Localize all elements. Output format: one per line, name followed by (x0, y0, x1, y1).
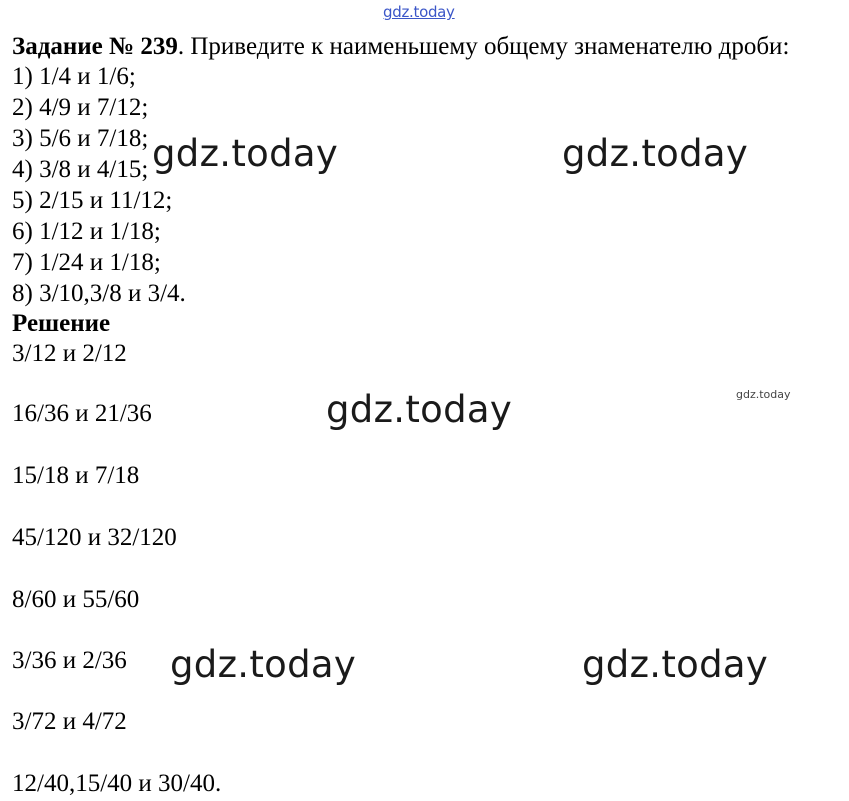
watermark-small: gdz.today (736, 388, 791, 401)
answer-6: 3/36 и 2/36 (12, 647, 127, 674)
task-item-5: 5) 2/15 и 11/12; (12, 187, 173, 214)
watermark-2: gdz.today (562, 132, 749, 175)
solution-heading: Решение (12, 310, 111, 337)
watermark-3: gdz.today (326, 388, 513, 431)
task-item-8: 8) 3/10,3/8 и 3/4. (12, 280, 186, 307)
task-number: Задание № 239 (12, 33, 178, 60)
task-text: . Приведите к наименьшему общему знаменателю дроби: (177, 33, 790, 60)
task-item-1: 1) 1/4 и 1/6; (12, 63, 136, 90)
answer-1: 3/12 и 2/12 (12, 340, 127, 367)
watermark-4: gdz.today (170, 643, 357, 686)
watermark-1: gdz.today (152, 132, 339, 175)
answer-2: 16/36 и 21/36 (12, 400, 152, 427)
answer-8: 12/40,15/40 и 30/40. (12, 770, 222, 797)
answer-3: 15/18 и 7/18 (12, 462, 140, 489)
answer-7: 3/72 и 4/72 (12, 708, 127, 735)
answer-4: 45/120 и 32/120 (12, 524, 177, 551)
task-title-line (12, 32, 789, 62)
watermark-5: gdz.today (582, 643, 769, 686)
task-item-7: 7) 1/24 и 1/18; (12, 249, 161, 276)
task-item-2: 2) 4/9 и 7/12; (12, 94, 149, 121)
task-item-4: 4) 3/8 и 4/15; (12, 156, 149, 183)
task-item-6: 6) 1/12 и 1/18; (12, 218, 161, 245)
task-item-3: 3) 5/6 и 7/18; (12, 125, 149, 152)
answer-5: 8/60 и 55/60 (12, 586, 140, 613)
watermark-top-link[interactable]: gdz.today (383, 3, 455, 21)
